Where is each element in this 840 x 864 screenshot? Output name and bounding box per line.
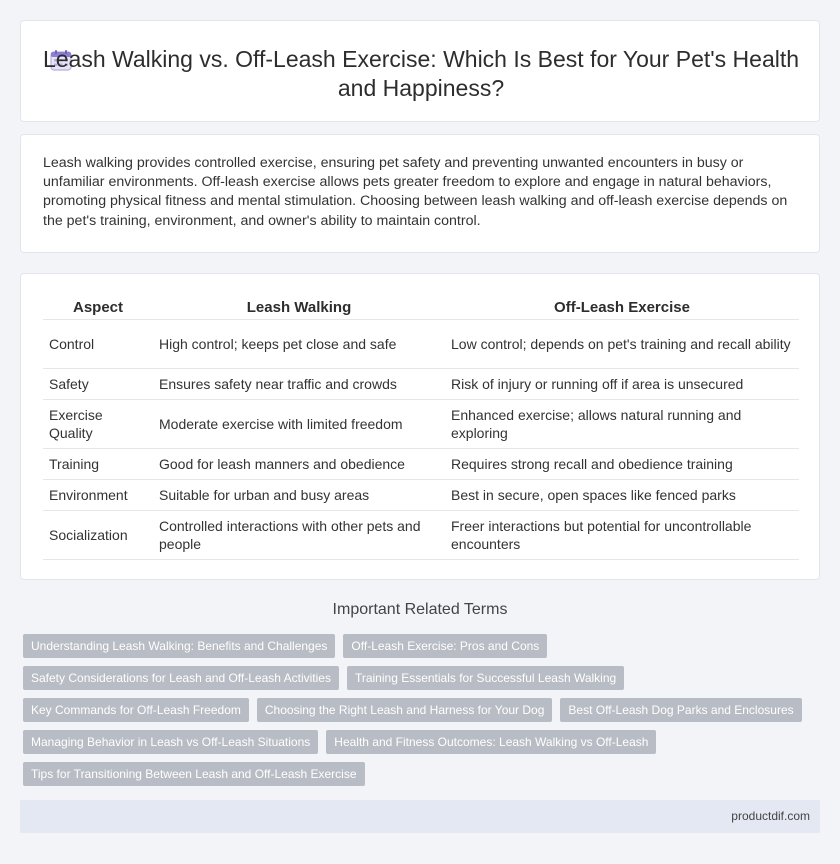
cell-leash: Good for leash manners and obedience: [153, 448, 445, 479]
header-off-leash: Off-Leash Exercise: [445, 292, 799, 319]
intro-card: [20, 134, 820, 253]
related-term-tag[interactable]: Tips for Transitioning Between Leash and Off-Leash Exercise: [23, 762, 365, 786]
comparison-table: [43, 292, 799, 560]
header-aspect: Aspect: [43, 292, 153, 319]
cell-aspect: Environment: [43, 479, 153, 510]
related-terms-heading: Important Related Terms: [332, 601, 508, 618]
table-row: [43, 399, 799, 448]
table-row: [43, 368, 799, 399]
related-term-tag[interactable]: Off-Leash Exercise: Pros and Cons: [343, 634, 547, 658]
cell-off-leash: Best in secure, open spaces like fenced parks: [445, 479, 799, 510]
table-row: [43, 319, 799, 368]
cell-off-leash: Low control; depends on pet's training and recall ability: [445, 319, 799, 368]
cell-leash: Ensures safety near traffic and crowds: [153, 368, 445, 399]
related-term-tag[interactable]: Health and Fitness Outcomes: Leash Walking vs Off-Leash: [326, 730, 656, 754]
cell-aspect: Safety: [43, 368, 153, 399]
table-header-row: [43, 292, 799, 319]
cell-aspect: Exercise Quality: [43, 399, 153, 448]
intro-paragraph: Leash walking provides controlled exercise, ensuring pet safety and preventing unwanted encounters in busy or unfamiliar environments. Off-leash exercise allows pets greater freedom to explore and engage in natural behaviors, promoting physical fitness and mental stimulation. Choosing between leash walking and off-leash exercise depends on the pet's training, environment, and owner's ability to maintain control.: [43, 155, 788, 229]
related-term-tag[interactable]: Understanding Leash Walking: Benefits and Challenges: [23, 634, 335, 658]
cell-off-leash: Requires strong recall and obedience training: [445, 448, 799, 479]
header-card: [20, 20, 820, 122]
cell-aspect: Socialization: [43, 510, 153, 559]
related-term-tag[interactable]: Choosing the Right Leash and Harness for Your Dog: [257, 698, 553, 722]
cell-leash: Suitable for urban and busy areas: [153, 479, 445, 510]
header-leash-walking: Leash Walking: [153, 292, 445, 319]
related-term-tag[interactable]: Best Off-Leash Dog Parks and Enclosures: [560, 698, 801, 722]
footer-bar: [20, 800, 820, 833]
related-term-tag[interactable]: Key Commands for Off-Leash Freedom: [23, 698, 249, 722]
cell-aspect: Control: [43, 319, 153, 368]
related-terms-list: [23, 634, 823, 794]
cell-off-leash: Enhanced exercise; allows natural running and exploring: [445, 399, 799, 448]
comparison-table-card: [20, 273, 820, 580]
cell-leash: High control; keeps pet close and safe: [153, 319, 445, 368]
related-term-tag[interactable]: Managing Behavior in Leash vs Off-Leash Situations: [23, 730, 318, 754]
table-row: [43, 479, 799, 510]
cell-off-leash: Risk of injury or running off if area is unsecured: [445, 368, 799, 399]
page-title: Leash Walking vs. Off-Leash Exercise: Which Is Best for Your Pet's Health and Happiness?: [42, 46, 800, 101]
footer-site-name[interactable]: productdif.com: [731, 809, 810, 823]
cell-aspect: Training: [43, 448, 153, 479]
cell-off-leash: Freer interactions but potential for uncontrollable encounters: [445, 510, 799, 559]
table-row: [43, 448, 799, 479]
cell-leash: Moderate exercise with limited freedom: [153, 399, 445, 448]
related-term-tag[interactable]: Safety Considerations for Leash and Off-Leash Activities: [23, 666, 339, 690]
table-row: [43, 510, 799, 559]
cell-leash: Controlled interactions with other pets and people: [153, 510, 445, 559]
related-term-tag[interactable]: Training Essentials for Successful Leash Walking: [347, 666, 624, 690]
